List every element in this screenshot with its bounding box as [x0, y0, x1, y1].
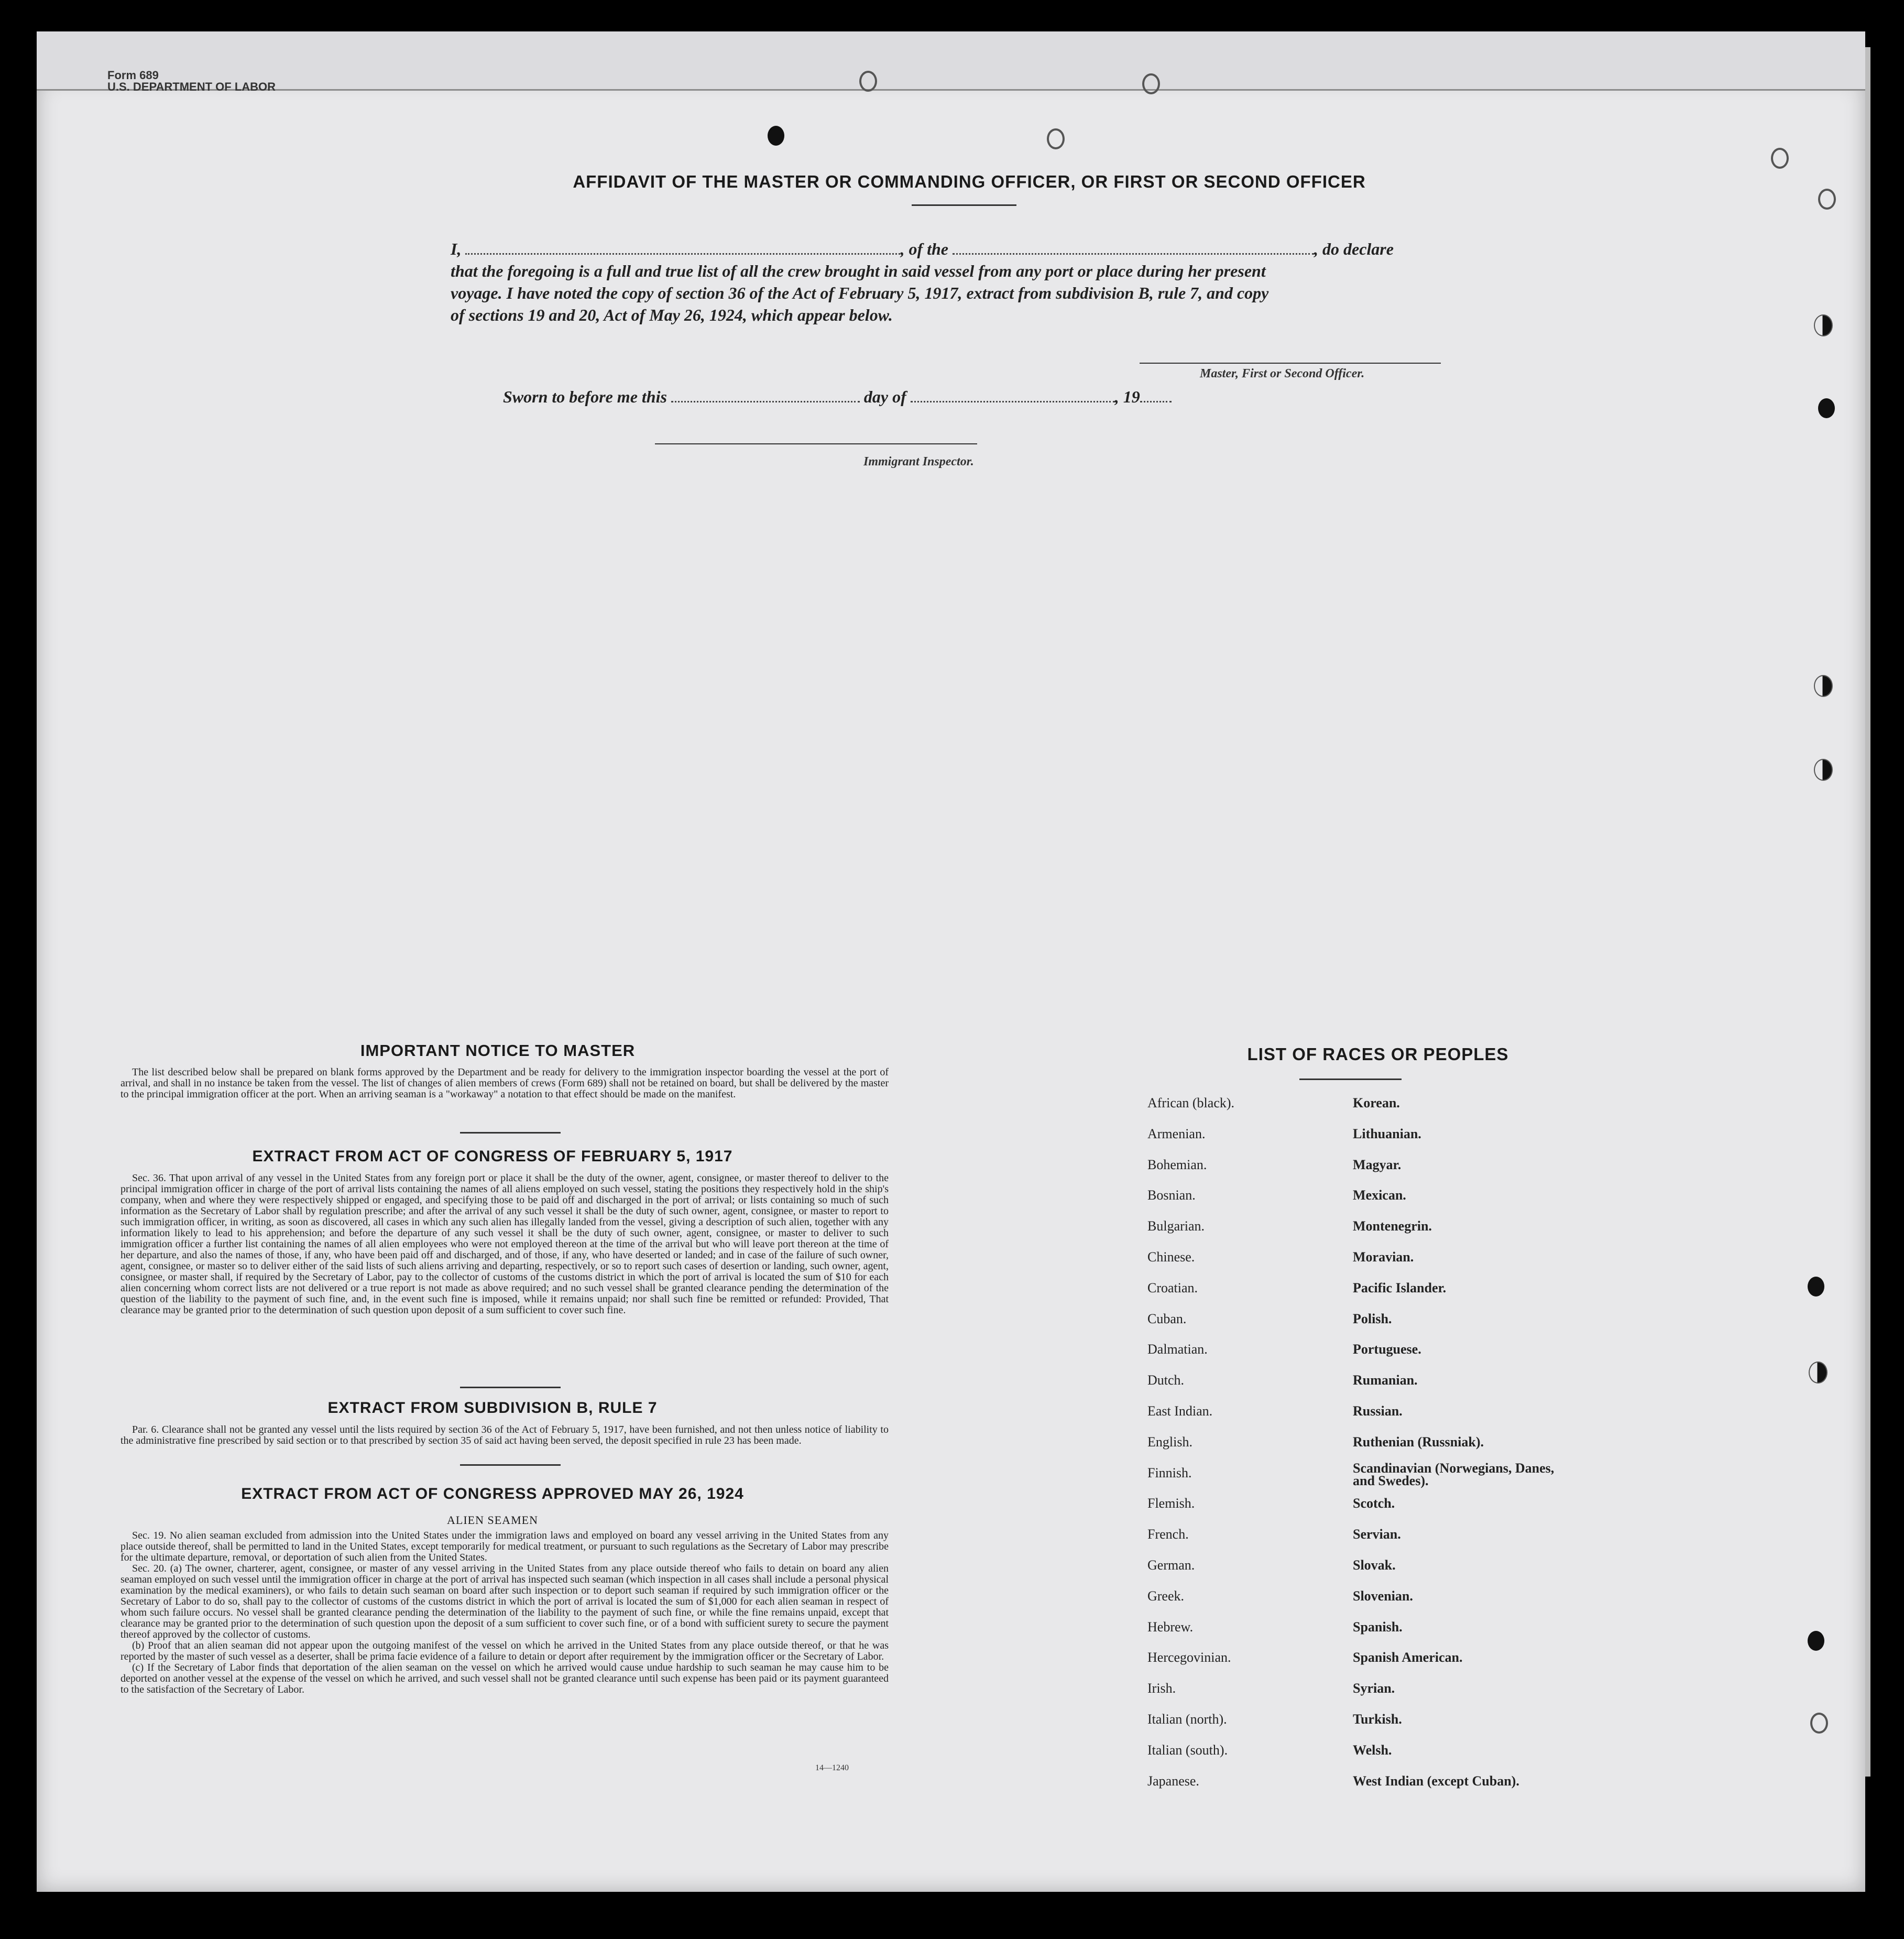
punch-hole-icon	[1808, 1631, 1824, 1651]
race-right-item: Russian.	[1353, 1403, 1403, 1419]
race-left-item: Bohemian.	[1147, 1157, 1207, 1172]
extract-1924-sec19: Sec. 19. No alien seaman excluded from admission into the United States under the immigration laws and employed on board any vessel arriving in the United States from any place outside thereof, shall be permitted to land in the United States, except temporarily for medical treatment, or pursuant to such regulations as the Secretary of Labor may prescribe for the ultimate departure, removal, or deportation of such alien from the United States.	[121, 1530, 889, 1563]
race-right-item: Korean.	[1353, 1095, 1400, 1110]
punch-hole-icon	[1047, 128, 1065, 149]
race-left-item: Cuban.	[1147, 1311, 1187, 1326]
race-right-item: Syrian.	[1353, 1681, 1395, 1696]
race-right-item: Slovenian.	[1353, 1588, 1413, 1604]
race-left-item: Italian (north).	[1147, 1712, 1227, 1727]
race-right-item: Moravian.	[1353, 1249, 1414, 1265]
race-right-item: Lithuanian.	[1353, 1126, 1421, 1141]
extract-1924-subtitle: ALIEN SEAMEN	[447, 1513, 538, 1527]
sheet-top-strip	[37, 31, 1865, 91]
extract-rule7-text	[121, 1424, 889, 1446]
punch-hole-icon	[768, 126, 784, 146]
punch-hole-icon	[1814, 675, 1833, 697]
of-the-label: , of the	[900, 239, 948, 258]
race-left-item: Finnish.	[1147, 1465, 1192, 1480]
extract-1924-title: EXTRACT FROM ACT OF CONGRESS APPROVED MAY 26, 1924	[241, 1485, 744, 1502]
races-title-rule	[1299, 1079, 1402, 1080]
affidavit-line-4: of sections 19 and 20, Act of May 26, 1924, which appear below.	[451, 306, 893, 324]
race-left-item: Croatian.	[1147, 1280, 1198, 1295]
punch-hole-icon	[1814, 759, 1833, 781]
race-right-item: Turkish.	[1353, 1712, 1402, 1727]
race-left-item: Bosnian.	[1147, 1188, 1196, 1203]
race-left-item: Greek.	[1147, 1588, 1185, 1604]
affidavit-line-fields	[451, 238, 1478, 260]
extract-1924-sec20c: (c) If the Secretary of Labor finds that deportation of the alien seaman on the vessel on which he arrived would cause undue hardship to such seaman he may cause him to be deported on another vessel at the expense of the vessel on which he arrived, and such vessel shall not be granted clearance until such expense has been paid or its payment guaranteed to the satisfaction of the Secretary of Labor.	[121, 1662, 889, 1695]
race-right-item: Scandinavian (Norwegians, Danes, and Swedes).	[1353, 1461, 1555, 1488]
race-right-item: Welsh.	[1353, 1742, 1392, 1758]
i-label: I,	[451, 239, 462, 258]
race-right-item: Spanish.	[1353, 1619, 1403, 1635]
punch-hole-icon	[859, 71, 877, 92]
race-left-item: Hercegovinian.	[1147, 1650, 1231, 1665]
race-right-item: West Indian (except Cuban).	[1353, 1773, 1519, 1789]
race-right-item: Rumanian.	[1353, 1372, 1418, 1388]
sworn-month-blank-field[interactable]	[911, 386, 1115, 402]
race-right-item: Servian.	[1353, 1527, 1401, 1542]
notice-text	[121, 1067, 889, 1100]
race-left-item: Japanese.	[1147, 1773, 1199, 1789]
race-left-item: Flemish.	[1147, 1496, 1195, 1511]
do-declare-label: , do declare	[1314, 239, 1394, 258]
extract-1924-sec20a: Sec. 20. (a) The owner, charterer, agent, consignee, or master of any vessel arriving in the United States from any place outside thereof who fails to detain on board any alien seaman employed on such vessel until the immigration officer in charge at the port of arrival has inspected such seaman (which inspection in all cases shall include a personal physical examination by the medical examiners), or who fails to detain such seaman on board after such inspection or to deport such seaman if required by such immigration officer or the Secretary of Labor to do so, shall pay to the collector of customs of the customs district in which the port of arrival is located the sum of $1,000 for each alien seaman in respect of whom such failure occurs. No vessel shall be granted clearance pending the determination of the liability to the payment of such fine, or while the fine remains unpaid, except that clearance may be granted prior to the determination of such question upon the deposit of a sum sufficient to cover such fine, or of a bond with sufficient surety to secure the payment thereof approved by the collector of customs.	[121, 1563, 889, 1640]
section-rule	[460, 1387, 561, 1388]
punch-hole-icon	[1808, 1277, 1824, 1297]
race-left-item: Irish.	[1147, 1681, 1176, 1696]
race-left-item: Chinese.	[1147, 1249, 1195, 1265]
notice-paragraph: The list described below shall be prepared on blank forms approved by the Department and be ready for delivery to the immigration inspector boarding the vessel at the port of arrival, and shall in no instance be taken from the vessel. The list of changes of alien members of crews (Form 689) shall not be retained on board, but shall be delivered by the master to the principal immigration officer at the port. When an arriving seaman is a "workaway" a notation to that effect should be made on the manifest.	[121, 1066, 889, 1100]
race-left-item: Dutch.	[1147, 1372, 1185, 1388]
sworn-line	[503, 386, 1289, 408]
punch-hole-icon	[1810, 1713, 1828, 1734]
vessel-blank-field[interactable]	[953, 238, 1314, 255]
race-right-item: Mexican.	[1353, 1188, 1406, 1203]
race-left-item: Dalmatian.	[1147, 1342, 1208, 1357]
races-title: LIST OF RACES OR PEOPLES	[1247, 1044, 1509, 1064]
race-left-item: English.	[1147, 1434, 1192, 1450]
notice-title: IMPORTANT NOTICE TO MASTER	[360, 1041, 636, 1060]
extract-1917-title: EXTRACT FROM ACT OF CONGRESS OF FEBRUARY 5, 1917	[252, 1148, 733, 1165]
inspector-label: Immigrant Inspector.	[863, 455, 974, 469]
extract-rule7-title: EXTRACT FROM SUBDIVISION B, RULE 7	[327, 1399, 658, 1417]
race-right-item: Magyar.	[1353, 1157, 1402, 1172]
extract-1924-sec20b: (b) Proof that an alien seaman did not appear upon the outgoing manifest of the vessel on which he arrived in the United States from any place outside thereof, or that he was reported by the master of such vessel as a deserter, shall be prima facie evidence of a failure to detain or deport after requirement by the immigration officer or the Secretary of Labor.	[121, 1640, 889, 1662]
race-left-item: Armenian.	[1147, 1126, 1206, 1141]
extract-1917-paragraph: Sec. 36. That upon arrival of any vessel in the United States from any foreign port or place it shall be the duty of the owner, agent, consignee, or master thereof to deliver to the principal immigration officer in charge of the port of arrival lists containing the names of all aliens employed on such vessel, stating the positions they respectively hold in the ship's company, when and where they were respectively shipped or engaged, and specifying those to be paid off and discharged in the port of arrival; or lists containing so much of such information as the Secretary of Labor shall by regulation prescribe; and after the arrival of any such vessel it shall be the duty of such owner, agent, consignee, or master to report to such immigration officer, in writing, as soon as discovered, all cases in which any such alien has illegally landed from the vessel, giving a description of such alien, together with any information likely to lead to his apprehension; and before the departure of any such vessel it shall be the duty of such owner, agent, consignee, or master to deliver to such immigration officer a further list containing the names of all alien employees who were not employed thereon at the time of the arrival but who will leave port thereon at the time of her departure, and also the names of those, if any, who have been paid off and discharged, and of those, if any, who have deserted or landed; and in case of the failure of such owner, agent, consignee, or master so to deliver either of the said lists of such aliens arriving and departing, respectively, or so to report such cases of desertion or landing, such owner, agent, consignee, or master shall, if required by the Secretary of Labor, pay to the collector of customs of the customs district in which the port of arrival is located the sum of $10 for each alien concerning whom correct lists are not delivered or a true report is not made as above required; and no such vessel shall be granted clearance pending the determination of the question of the liability to the payment of such fine, and, in the event such fine is imposed, while it remains unpaid; nor shall such fine be remitted or refunded: Provided, That clearance may be granted prior to the determination of such question upon deposit of a sum sufficient to cover such fine.	[121, 1172, 889, 1316]
punch-hole-icon	[1142, 73, 1160, 94]
race-right-item: Scotch.	[1353, 1496, 1395, 1511]
race-right-item: Pacific Islander.	[1353, 1280, 1447, 1295]
master-signature-label: Master, First or Second Officer.	[1200, 367, 1365, 380]
race-right-item: Spanish American.	[1353, 1650, 1463, 1665]
day-of-label: day of	[863, 387, 906, 406]
affidavit-title: AFFIDAVIT OF THE MASTER OR COMMANDING OFFICER, OR FIRST OR SECOND OFFICER	[573, 172, 1366, 191]
race-left-item: African (black).	[1147, 1095, 1235, 1110]
master-signature-line[interactable]	[1140, 363, 1441, 364]
race-right-item: Slovak.	[1353, 1557, 1396, 1573]
race-left-item: Bulgarian.	[1147, 1218, 1205, 1234]
race-left-item: German.	[1147, 1557, 1195, 1573]
race-left-item: Hebrew.	[1147, 1619, 1194, 1635]
form-number: Form 689	[107, 69, 159, 82]
department-label: U.S. DEPARTMENT OF LABOR	[107, 80, 276, 93]
extract-1924-text	[121, 1530, 889, 1695]
race-right-item: Portuguese.	[1353, 1342, 1421, 1357]
punch-hole-icon	[1809, 1361, 1828, 1384]
punch-hole-icon	[1814, 314, 1833, 336]
name-blank-field[interactable]	[465, 238, 900, 255]
sworn-day-blank-field[interactable]	[671, 386, 860, 402]
print-code: 14—1240	[815, 1763, 849, 1772]
section-rule	[460, 1132, 561, 1134]
punch-hole-icon	[1818, 189, 1836, 210]
sworn-year-blank-field[interactable]	[1140, 386, 1172, 402]
affidavit-line-3: voyage. I have noted the copy of section 36 of the Act of February 5, 1917, extract from subdivision B, rule 7, and copy	[451, 284, 1269, 302]
race-right-item: Polish.	[1353, 1311, 1392, 1326]
affidavit-title-rule	[912, 204, 1016, 206]
punch-hole-icon	[1771, 148, 1789, 169]
punch-hole-icon	[1818, 398, 1835, 418]
year-label: , 19	[1114, 387, 1140, 406]
race-left-item: East Indian.	[1147, 1403, 1213, 1419]
race-right-item: Ruthenian (Russniak).	[1353, 1434, 1484, 1450]
affidavit-body	[451, 238, 1478, 326]
back-sheet-edge	[1865, 47, 1870, 1777]
inspector-signature-line[interactable]	[655, 443, 977, 444]
affidavit-line-2: that the foregoing is a full and true list of all the crew brought in said vessel from any port or place during her present	[451, 262, 1266, 280]
race-left-item: French.	[1147, 1527, 1189, 1542]
extract-1917-text	[121, 1173, 889, 1316]
extract-rule7-paragraph: Par. 6. Clearance shall not be granted any vessel until the lists required by section 36 of the Act of February 5, 1917, have been furnished, and not then unless notice of liability to the administrative fine prescribed by said section or to that prescribed by section 35 of said act having been served, the deposit specified in rule 23 has been made.	[121, 1424, 889, 1446]
section-rule	[460, 1464, 561, 1466]
race-left-item: Italian (south).	[1147, 1742, 1228, 1758]
race-right-item: Montenegrin.	[1353, 1218, 1432, 1234]
sworn-label: Sworn to before me this	[503, 387, 667, 406]
